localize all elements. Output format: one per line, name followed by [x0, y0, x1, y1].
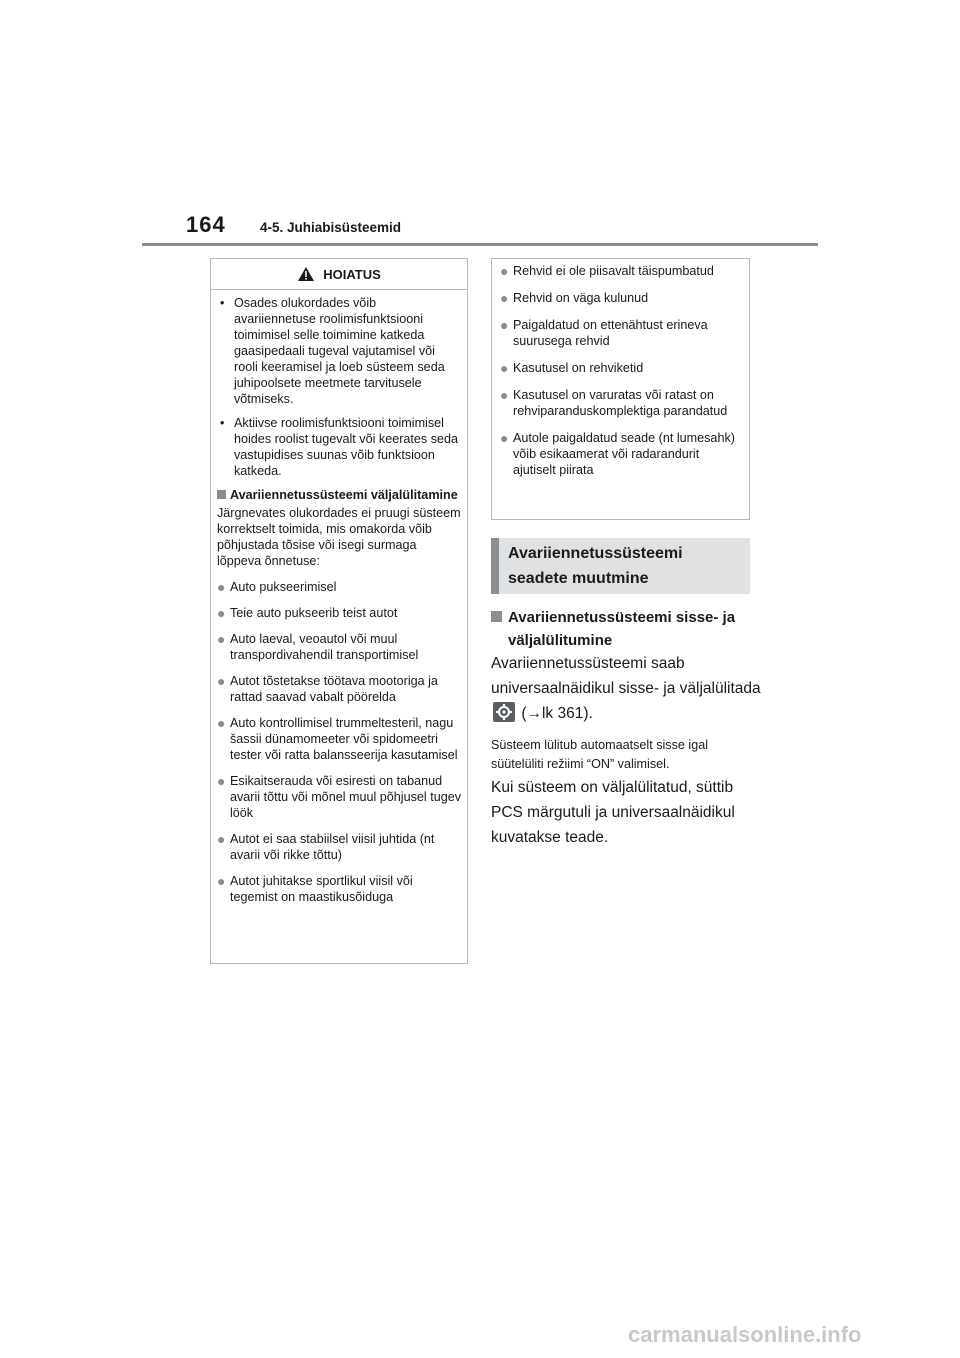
warning-title: HOIATUS — [323, 266, 381, 282]
list-item: ● Teie auto pukseerib teist autot — [217, 605, 398, 621]
bullet-icon: ● — [500, 360, 509, 376]
bullet-icon: ● — [217, 773, 226, 789]
warning-dot-item: • Aktiivse roolimisfunktsiooni toimimisel hoides roolist tugevalt või keerates seda vastupidises suunas võib funktsioon katkeda. — [220, 416, 459, 478]
band-line-2: seadete muutmine — [508, 570, 649, 587]
list-item: ● Kasutusel on rehviketid — [500, 360, 644, 376]
body-paragraph-2: Kui süsteem on väljalülitatud, süttib PCS märgutuli ja universaalnäidikul kuvatakse teade. — [491, 779, 735, 846]
list-item: ● Paigaldatud on ettenähtust erineva suurusega rehvid — [500, 317, 708, 348]
main-heading: Avariiennetussüsteemi sisse- ja väljalülitumine — [491, 606, 761, 652]
conditions-box — [491, 258, 750, 520]
list-item: ● Rehvid on väga kulunud — [500, 290, 649, 306]
warning-intro: Järgnevates olukordades ei pruugi süsteem korrektselt toimida, mis omakorda võib põhjustada tõsise või isegi surmaga lõppeva õnnetuse: — [217, 506, 461, 568]
bullet-icon: ● — [217, 673, 226, 689]
header-divider — [142, 243, 818, 246]
list-item: ● Auto laeval, veoautol või muul transpordivahendil transportimisel — [217, 631, 419, 662]
settings-heading-band — [491, 538, 750, 594]
bullet-icon: ● — [500, 290, 509, 306]
warning-subheading: Avariiennetussüsteemi väljalülitamine — [217, 487, 461, 503]
bullet-icon: ● — [217, 631, 226, 647]
watermark: carmanualsonline.info — [628, 1322, 862, 1347]
list-item: ● Auto kontrollimisel trummeltesteril, nagu šassii dünamomeeter või spidomeetri tester või ratta balansseerija kasutamisel — [217, 715, 458, 762]
page-number: 164 — [186, 212, 226, 237]
list-item: ● Autole paigaldatud seade (nt lumesahk) võib esikaamerat või radarandurit ajutiselt piirata — [500, 430, 735, 477]
warning-triangle-icon — [297, 266, 315, 282]
bullet-icon: ● — [217, 715, 226, 731]
list-item: ● Esikaitserauda või esiresti on tabanud avarii tõttu või mõnel muul põhjusel tugev löök — [217, 773, 462, 820]
warning-header — [211, 259, 467, 290]
bullet-icon: ● — [217, 605, 226, 621]
list-item: ● Autot juhitakse sportlikul viisil või tegemist on maastikusõiduga — [217, 873, 413, 904]
bullet-icon: ● — [500, 317, 509, 333]
small-note: Süsteem lülitub automaatselt sisse igal süütelüliti režiimi “ON” valimisel. — [491, 738, 709, 771]
bullet-icon: ● — [217, 873, 226, 889]
square-bullet-icon — [491, 611, 502, 622]
bullet-icon: ● — [217, 831, 226, 847]
conditions-list — [500, 263, 741, 478]
square-bullet-icon — [217, 490, 226, 499]
settings-gear-icon — [493, 702, 515, 722]
warning-box — [210, 258, 468, 964]
bullet-icon: ● — [500, 387, 509, 403]
section-title: 4-5. Juhiabisüsteemid — [260, 220, 402, 235]
list-item: ● Rehvid ei ole piisavalt täispumbatud — [500, 263, 714, 279]
body-paragraph-1: Avariiennetussüsteemi saab universaalnäidikul sisse- ja väljalülitada (→lk 361). — [491, 655, 761, 722]
list-item: ● Kasutusel on varuratas või ratast on rehviparanduskomplektiga parandatud — [500, 387, 728, 418]
list-item: ● Autot ei saa stabiilsel viisil juhtida (nt avarii või rikke tõttu) — [217, 831, 435, 862]
bullet-icon: ● — [217, 579, 226, 595]
warning-dot-item: • Osades olukordades võib avariiennetuse roolimisfunktsiooni toimimisel selle toimimine katkeda gaasipedaali tugeval vajutamisel või rooli keeramisel ja loeb süsteem seda juhipoolsete meetmete tarvitusele võtmiseks. — [220, 296, 445, 406]
warning-bullet-list — [217, 579, 461, 905]
bullet-icon: ● — [500, 263, 509, 279]
list-item: ● Autot tõstetakse töötava mootoriga ja rattad saavad vabalt pöörelda — [217, 673, 438, 704]
bullet-icon: ● — [500, 430, 509, 446]
list-item: ● Auto pukseerimisel — [217, 579, 337, 595]
band-line-1: Avariiennetussüsteemi — [508, 545, 683, 562]
